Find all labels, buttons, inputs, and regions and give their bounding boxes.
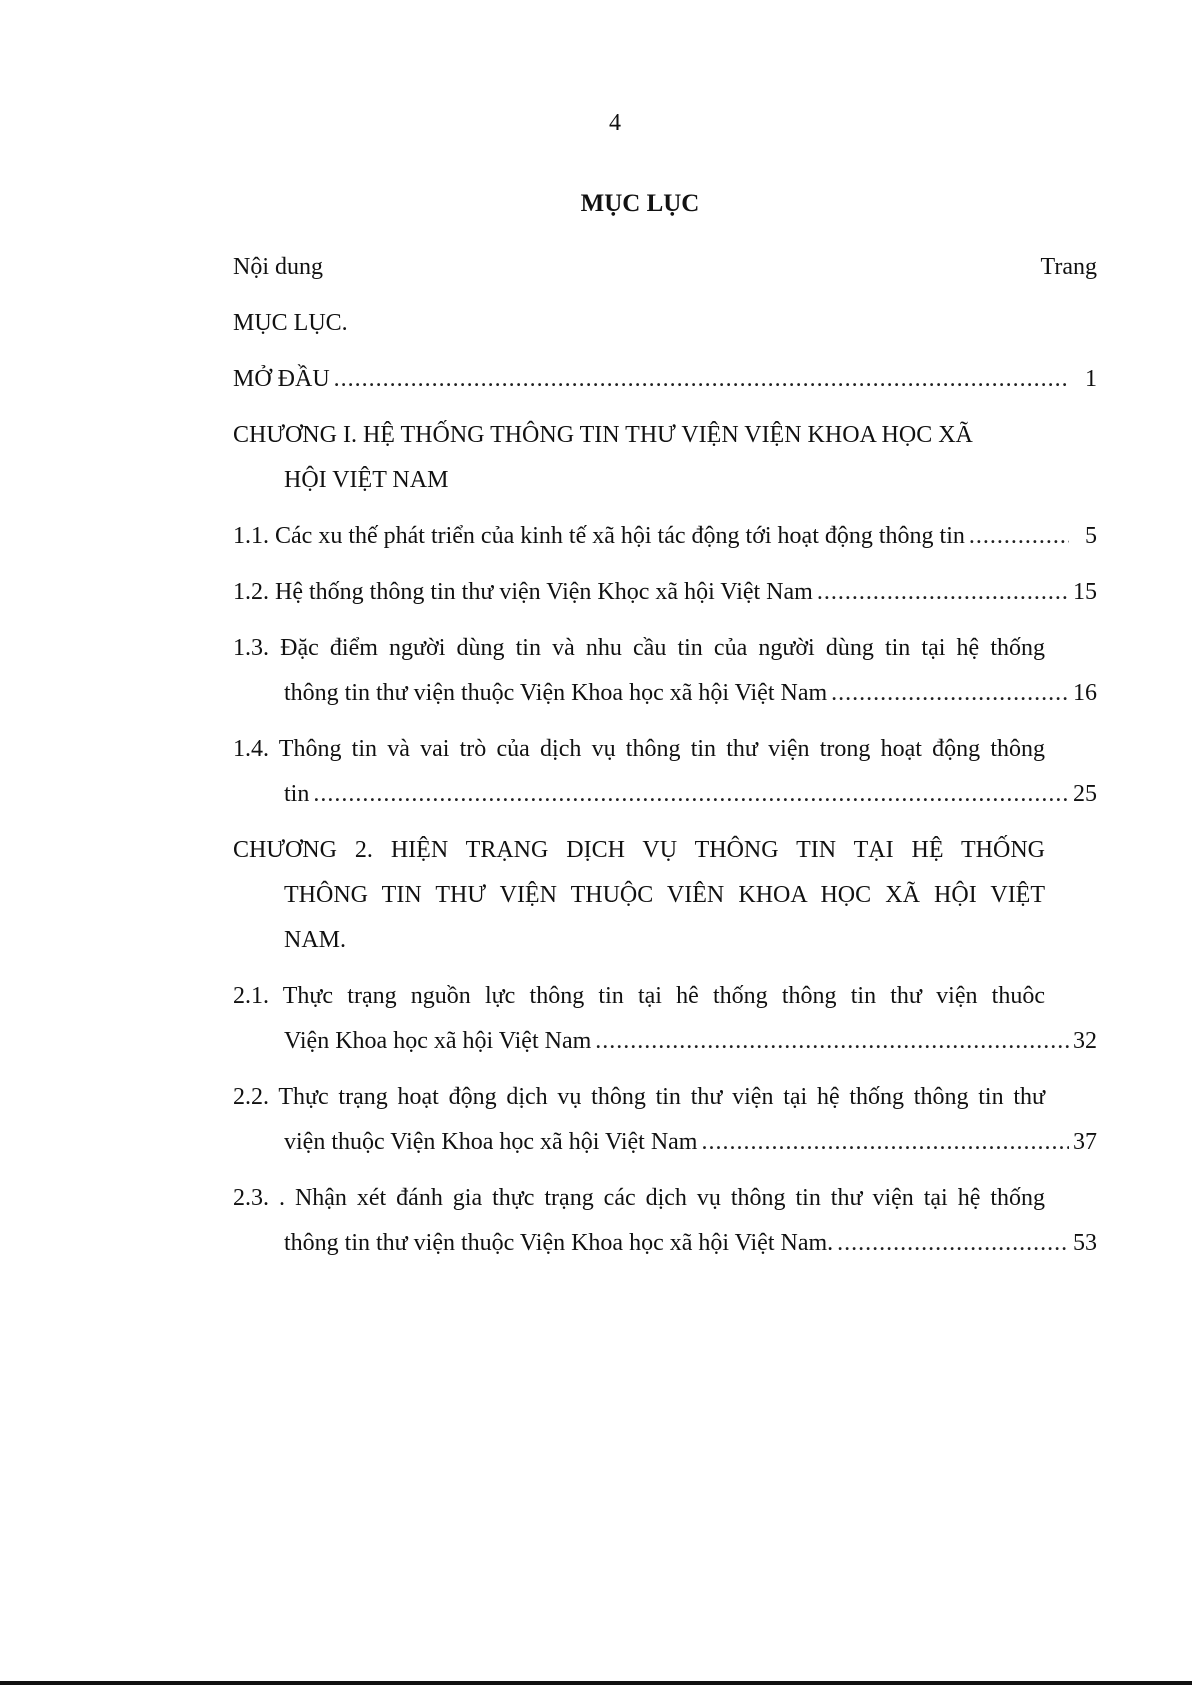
toc-entry-text: MỞ ĐẦU [233,366,330,392]
dot-leader [701,1120,1069,1165]
bottom-edge-rule [0,1681,1192,1685]
toc-entry-page: 32 [1073,1028,1097,1054]
toc-entry-text: CHƯƠNG 2. HIỆN TRẠNG DỊCH VỤ THÔNG TIN TẠI HỆ THỐNG [233,837,1045,863]
dot-leader [817,570,1069,615]
toc-entry-text: thông tin thư viện thuộc Viện Khoa học xã hội Việt Nam. [284,1230,834,1256]
table-of-contents [233,245,1097,1277]
dot-leader [334,357,1069,402]
toc-entry-text: 2.2. Thực trạng hoạt động dịch vụ thông tin thư viện tại hệ thống thông tin thư [233,1084,1045,1110]
toc-entry-text: 2.1. Thực trạng nguồn lực thông tin tại hê thống thông tin thư viện thuôc [233,983,1045,1009]
toc-entry-page: 53 [1073,1230,1097,1256]
toc-entry-text: HỘI VIỆT NAM [284,467,449,493]
dot-leader [831,671,1069,716]
toc-entry-page: 25 [1073,781,1097,807]
toc-entry-text: thông tin thư viện thuộc Viện Khoa học xã hội Việt Nam [284,680,828,706]
toc-chapter-entry[interactable] [233,828,1097,963]
toc-entry[interactable] [233,1176,1097,1266]
toc-entry-page: 37 [1073,1129,1097,1155]
toc-entry-text: Viện Khoa học xã hội Việt Nam [284,1028,592,1054]
toc-chapter-entry[interactable] [233,413,1097,503]
toc-entry-text: THÔNG TIN THƯ VIỆN THUỘC VIÊN KHOA HỌC XÃ HỘI VIỆT [284,882,1045,908]
toc-entry-text: 1.1. Các xu thế phát triển của kinh tế xã hội tác động tới hoạt động thông tin [233,523,965,549]
dot-leader [969,514,1069,559]
content-column-label: Nội dung [233,254,323,280]
toc-entry[interactable] [233,626,1097,716]
toc-entry[interactable] [233,1075,1097,1165]
dot-leader [313,772,1069,817]
toc-entry-text: viện thuộc Viện Khoa học xã hội Việt Nam [284,1129,698,1155]
page-column-label: Trang [1040,254,1097,280]
dot-leader [595,1019,1069,1064]
toc-entry-page: 1 [1085,366,1097,392]
toc-entry-page: 15 [1073,579,1097,605]
toc-title: MỤC LỤC [580,190,700,217]
toc-entry-text: 2.3. . Nhận xét đánh gia thực trạng các dịch vụ thông tin thư viện tại hệ thống [233,1185,1045,1211]
toc-entry[interactable] [233,301,1097,346]
page-number: 4 [609,110,621,136]
toc-entry[interactable] [233,357,1097,402]
toc-entry-text: MỤC LỤC. [233,310,348,336]
toc-entry[interactable] [233,974,1097,1064]
dot-leader [837,1221,1069,1266]
toc-entry-text: 1.4. Thông tin và vai trò của dịch vụ thông tin thư viện trong hoạt động thông [233,736,1045,762]
toc-header [233,245,1097,301]
toc-entry-text: 1.3. Đặc điểm người dùng tin và nhu cầu tin của người dùng tin tại hệ thống [233,635,1045,661]
toc-entry[interactable] [233,514,1097,559]
toc-entry[interactable] [233,727,1097,817]
toc-entry-page: 16 [1073,680,1097,706]
toc-entry-text: 1.2. Hệ thống thông tin thư viện Viện Khọc xã hội Việt Nam [233,579,813,605]
toc-entry-text: NAM. [284,927,347,953]
toc-entry-text: tin [284,781,310,807]
toc-entry-text: CHƯƠNG I. HỆ THỐNG THÔNG TIN THƯ VIỆN VIỆN KHOA HỌC XÃ [233,422,973,448]
toc-entry-page: 5 [1085,523,1097,549]
toc-entry[interactable] [233,570,1097,615]
